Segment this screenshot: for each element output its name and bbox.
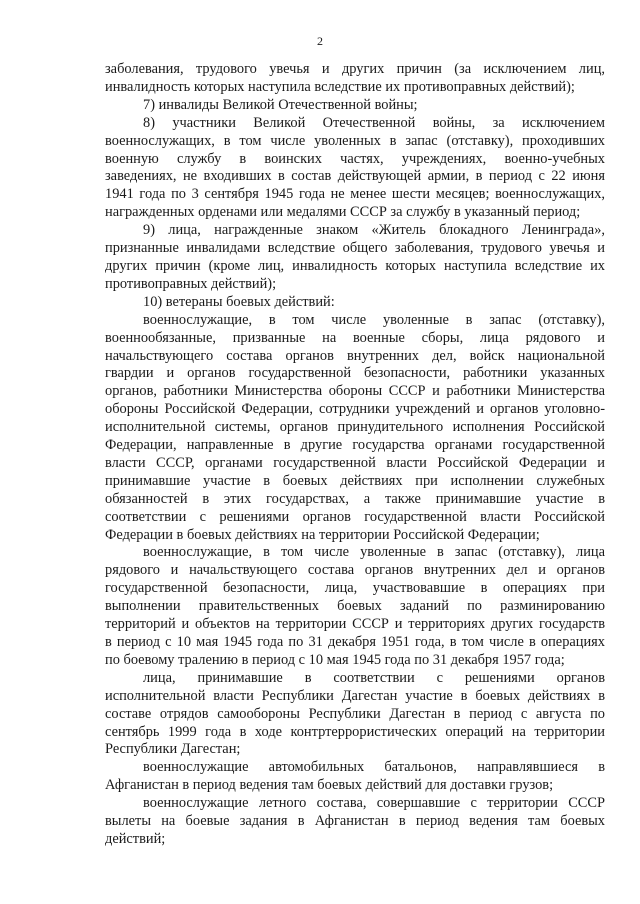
text-line: принимавшие участие в боевых действиях при исполнении служебных	[105, 472, 605, 489]
text-line: исполнительной системы, органов принудительного исполнения Российской	[105, 419, 605, 436]
text-line: военнослужащие автомобильных батальонов, направлявшиеся в	[143, 759, 605, 776]
document-body	[105, 61, 605, 849]
text-line: 7) инвалиды Великой Отечественной войны;	[143, 96, 418, 113]
text-line: награжденных орденами или медалями СССР за службу в указанный период;	[105, 204, 581, 221]
text-line: власти СССР, органами государственной власти Российской Федерации и	[105, 454, 605, 471]
page-number: 2	[317, 34, 323, 48]
text-line: лица, принимавшие в соответствии с решениями органов	[143, 669, 605, 686]
text-line: военнообязанные, призванные на военные сборы, лица рядового и	[105, 329, 605, 346]
text-line: вылеты на боевые задания в Афганистан в период ведения там боевых	[105, 813, 605, 830]
text-line: сентябрь 1999 года в ходе контртеррористических операций на территории	[105, 723, 605, 740]
text-line: других причин (кроме лиц, инвалидность которых наступила вследствие их	[105, 257, 605, 274]
text-line: органов, работники Министерства обороны СССР и работники Министерства	[105, 383, 605, 400]
text-line: 9) лица, награжденные знаком «Житель блокадного Ленинграда»,	[143, 222, 605, 239]
text-line: исполнительной власти Республики Дагестан участие в боевых действиях в	[105, 687, 605, 704]
text-line: обороны Российской Федерации, сотрудники учреждений и органов уголовно-	[105, 401, 605, 418]
text-line: Федерации в боевых действиях на территории Российской Федерации;	[105, 526, 540, 543]
text-line: по боевому тралению в период с 10 мая 1945 года по 31 декабря 1957 года;	[105, 651, 565, 668]
text-line: государственной безопасности, лица, участвовавшие в операциях при	[105, 580, 605, 597]
text-line: соответствии с решениями органов государственной власти Российской	[105, 508, 605, 525]
text-line: действий;	[105, 830, 166, 847]
text-line: признанные инвалидами вследствие общего заболевания, трудового увечья и	[105, 240, 605, 257]
text-line: гвардии и органов государственной безопасности, работники указанных	[105, 365, 605, 382]
text-line: территорий и объектов на территории СССР и территориях других государств	[105, 616, 605, 633]
text-line: 8) участники Великой Отечественной войны, за исключением	[143, 114, 605, 131]
text-line: выполнении правительственных боевых заданий по разминированию	[105, 598, 605, 615]
text-line: заболевания, трудового увечья и других причин (за исключением лиц,	[105, 61, 605, 77]
text-line: Федерации, направленные в другие государства органами государственной	[105, 437, 605, 454]
text-line: военнослужащие летного состава, совершавшие с территории СССР	[143, 795, 605, 812]
text-line: Республики Дагестан;	[105, 741, 241, 758]
text-line: обязанностей в этих государствах, а также принимавшие участие в	[105, 490, 605, 507]
text-line: противоправных действий);	[105, 275, 277, 292]
text-line: в период с 10 мая 1945 года по 31 декабря 1951 года, в том числе в операциях	[105, 634, 605, 650]
text-line: составе отрядов самообороны Республики Дагестан в период с августа по	[105, 705, 605, 722]
text-line: военнослужащие, в том числе уволенные в запас (отставку), лица	[143, 544, 605, 561]
text-line: 1941 года по 3 сентября 1945 года не менее шести месяцев; военнослужащих,	[105, 186, 605, 203]
text-line: инвалидность которых наступила вследствие их противоправных действий);	[105, 78, 575, 95]
text-line: военнослужащие, в том числе уволенные в запас (отставку),	[143, 311, 605, 328]
text-line: рядового и начальствующего состава органов внутренних дел и органов	[105, 562, 605, 579]
text-line: 10) ветераны боевых действий:	[143, 293, 335, 310]
text-line: Афганистан в период ведения там боевых действий для доставки грузов;	[105, 777, 554, 794]
text-line: военную службу в воинских частях, учреждениях, военно-учебных	[105, 150, 605, 167]
text-line: военнослужащих, в том числе уволенных в запас (отставку), проходивших	[105, 132, 605, 149]
text-line: заведениях, не входивших в состав действующей армии, в период с 22 июня	[105, 168, 605, 185]
text-line: начальствующего состава органов внутренних дел, войск национальной	[105, 347, 605, 364]
